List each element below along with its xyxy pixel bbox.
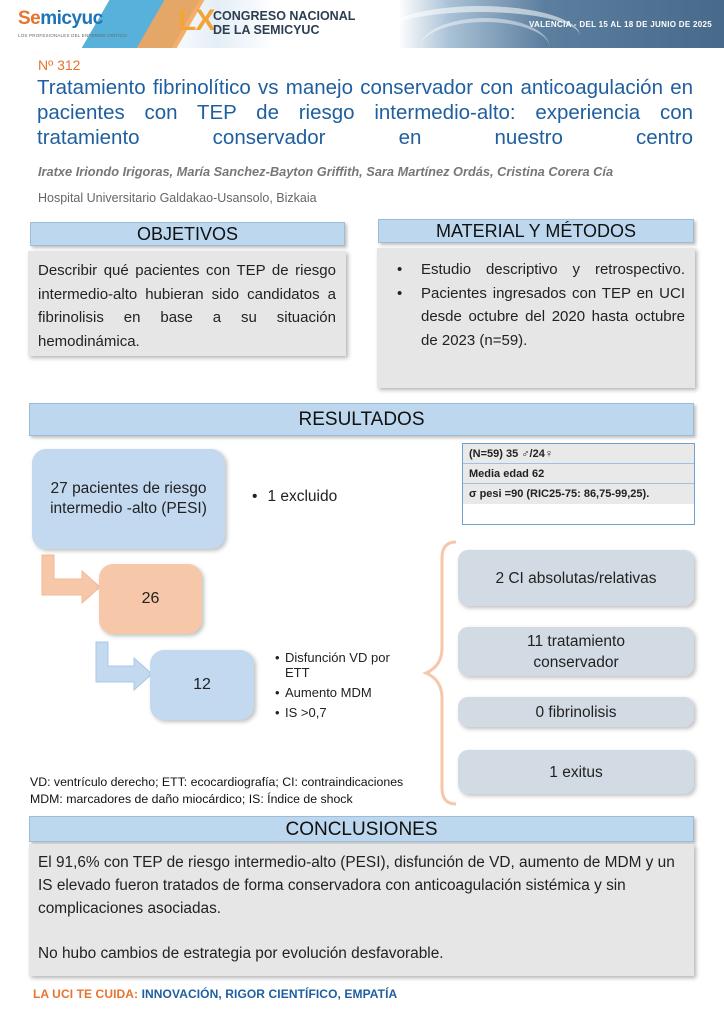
flow-excluded-note: • 1 excluido [252,488,337,506]
logo-rest: micyuc [40,8,103,29]
header-banner [0,0,724,48]
abbreviations-line: VD: ventrículo derecho; ETT: ecocardiografía; CI: contraindicaciones [30,775,404,789]
abbreviations [30,774,403,807]
metodos-heading: MATERIAL Y MÉTODOS [378,219,694,243]
poster-title: Tratamiento fibrinolítico vs manejo conservador con anticoagulación en pacientes con TEP de riesgo intermedio-alto: experiencia con tratamiento conservador en nuestro centro [37,76,693,149]
resultados-heading: RESULTADOS [29,403,694,436]
logo-prefix: Se [18,8,41,29]
flow-step2-box: 26 [99,564,202,634]
stats-row-sample: (N=59) 35 ♂/24♀ [463,444,694,464]
poster-hospital: Hospital Universitario Galdakao-Usansolo, Bizkaia [38,191,317,205]
footer-slogan [33,987,397,1001]
flow-arrow-2-icon [92,640,154,692]
objetivos-heading: OBJETIVOS [30,222,345,246]
stats-table [462,443,695,525]
congress-name-line1: CONGRESO NACIONAL [213,9,356,23]
flow-criteria-list [274,650,415,725]
metodos-item: • Pacientes ingresados con TEP en UCI desde octubre del 2020 hasta octubre de 2023 (n=59). [387,282,685,353]
conclusiones-paragraph: El 91,6% con TEP de riesgo intermedio-alto (PESI), disfunción de VD, aumento de MDM y un IS elevado fueron tratados de forma conservadora con anticoagulación sistémica y sin complicaciones asociadas. [38,854,675,917]
criteria-item: • IS >0,7 [274,705,415,720]
criteria-item-text: Disfunción VD por ETT [285,650,390,680]
outcome-box [458,627,694,676]
conclusiones-heading: CONCLUSIONES [29,816,694,842]
criteria-item [274,650,415,680]
footer-slogan-lead: LA UCI TE CUIDA: [33,987,139,1001]
congress-name [213,9,355,37]
metodos-box [377,248,695,388]
metodos-list [387,258,685,352]
poster-number: Nº 312 [38,57,81,73]
congress-name-line2: DE LA SEMICYUC [213,23,320,37]
poster-authors: Iratxe Iriondo Irigoras, María Sanchez-Bayton Griffith, Sara Martínez Ordás, Cristina Corera Cía [38,164,614,179]
flow-start-box: 27 pacientes de riesgo intermedio -alto (PESI) [32,449,225,549]
stats-row-age: Media edad 62 [463,464,694,484]
stats-row-pesi: σ pesi =90 (RIC25-75: 86,75-99,25). [463,484,694,504]
semicyuc-logo [18,8,103,30]
outcome-box: 2 CI absolutas/relativas [458,550,694,606]
footer-slogan-values: INNOVACIÓN, RIGOR CIENTÍFICO, EMPATÍA [141,987,398,1001]
conclusiones-paragraph: No hubo cambios de estrategia por evolución desfavorable. [38,945,444,962]
outcomes-brace-icon [420,540,460,806]
outcome-box: 0 fibrinolisis [458,697,694,727]
objetivos-text: Describir qué pacientes con TEP de riesgo intermedio-alto hubieran sido candidatos a fibrinolisis en base a su situación hemodinámica. [28,251,346,356]
logo-tagline: LOS PROFESIONALES DEL ENFERMO CRÍTICO [18,33,128,38]
congress-dates: VALENCIA - DEL 15 AL 18 DE JUNIO DE 2025 [528,20,712,29]
flow-step3-box: 12 [150,650,254,720]
outcome-box-text: 11 tratamiento conservador [527,632,625,671]
abbreviations-line: MDM: marcadores de daño miocárdico; IS: Índice de shock [30,791,353,806]
criteria-item: • Aumento MDM [274,685,415,700]
congress-number: LX [178,4,215,37]
conclusiones-box [29,844,694,976]
flow-arrow-1-icon [38,553,102,605]
metodos-item: • Estudio descriptivo y retrospectivo. [387,258,685,282]
outcome-box: 1 exitus [458,750,694,794]
